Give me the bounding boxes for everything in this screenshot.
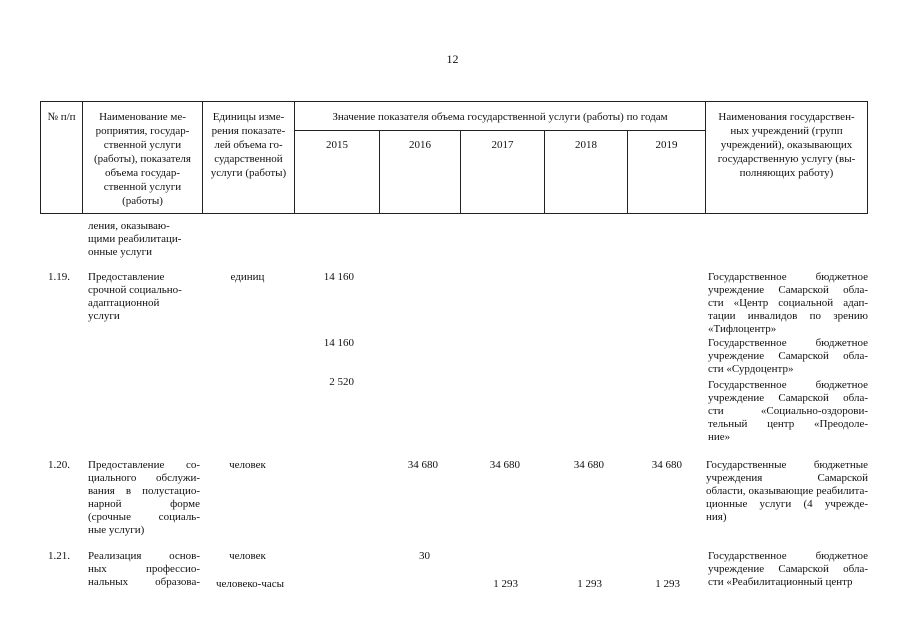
row-1-19-name: Предоставление срочной социально- адаптационной услуги [88, 271, 182, 322]
row-1-19-2015-b: 14 160 [323, 337, 354, 349]
header-year-2016: 2016 [409, 139, 431, 151]
row-1-21-2019: 1 293 [655, 578, 680, 590]
header-year-2017: 2017 [491, 139, 514, 151]
row-1-21-unit-people: человек [229, 550, 266, 562]
row-1-19-institution-1: Государственное бюджетное учреждение Самарской обла- сти «Центр социальной адап- тации инвалидов по зрению «Тифлоцентр» [708, 271, 868, 335]
row-1-19-2015-a: 14 160 [323, 271, 354, 283]
row-1-19-institution-3: Государственное бюджетное учреждение Самарской обла- сти «Социально-оздорови- тельный центр «Преодоле- ние» [708, 379, 868, 443]
header-num: № п/п [47, 111, 76, 123]
header-name: Наименование ме- роприятия, государ- ственной услуги (работы), показателя объема государ- ственной услуги (работы) [94, 111, 191, 207]
row-1-21-name: Реализация основ- ных профессио- нальных образова- [88, 550, 200, 588]
row-1-20-2017: 34 680 [489, 459, 520, 471]
row-1-19-2015-c: 2 520 [329, 376, 354, 388]
header-year-2019: 2019 [655, 139, 678, 151]
header-year-2015: 2015 [326, 139, 348, 151]
row-1-20-2018: 34 680 [573, 459, 604, 471]
row-1-20-name: Предоставление со- циального обслужи- вания в полустацио- нарной форме (срочные социаль- ные услуги) [88, 459, 200, 536]
row-1-21-unit-hours: человеко-часы [215, 578, 285, 590]
row-1-20-unit: человек [229, 459, 266, 471]
row-1-20-2016: 34 680 [407, 459, 438, 471]
header-year-2018: 2018 [575, 139, 597, 151]
row-1-20-2019: 34 680 [651, 459, 682, 471]
row-1-21-2017: 1 293 [493, 578, 518, 590]
row-1-21-institution: Государственное бюджетное учреждение Самарской обла- сти «Реабилитационный центр [708, 550, 868, 588]
row-1-21-2018: 1 293 [577, 578, 602, 590]
row-1-21-2016: 30 [419, 550, 430, 562]
continuation-text: ления, оказываю- щими реабилитаци- онные услуги [88, 220, 182, 258]
page-number: 12 [446, 52, 459, 66]
header-units: Единицы изме- рения показате- лей объема го- сударственной услуги (работы) [210, 111, 287, 179]
row-1-20-num: 1.20. [48, 459, 70, 471]
table-header [40, 101, 868, 214]
header-values-title: Значение показателя объема государственной услуги (работы) по годам [332, 111, 668, 123]
row-1-19-institution-2: Государственное бюджетное учреждение Самарской обла- сти «Сурдоцентр» [708, 337, 868, 375]
row-1-19-unit: единиц [230, 271, 265, 283]
row-1-19-num: 1.19. [48, 271, 70, 283]
header-institutions: Наименования государствен- ных учреждений (групп учреждений), оказывающих государственную услугу (вы- полняющих работу) [717, 111, 856, 179]
row-1-21-num: 1.21. [48, 550, 70, 562]
row-1-20-institution: Государственные бюджетные учреждения Самарской области, оказывающие реабилита- ционные услуги (4 учрежде- ния) [706, 459, 868, 523]
